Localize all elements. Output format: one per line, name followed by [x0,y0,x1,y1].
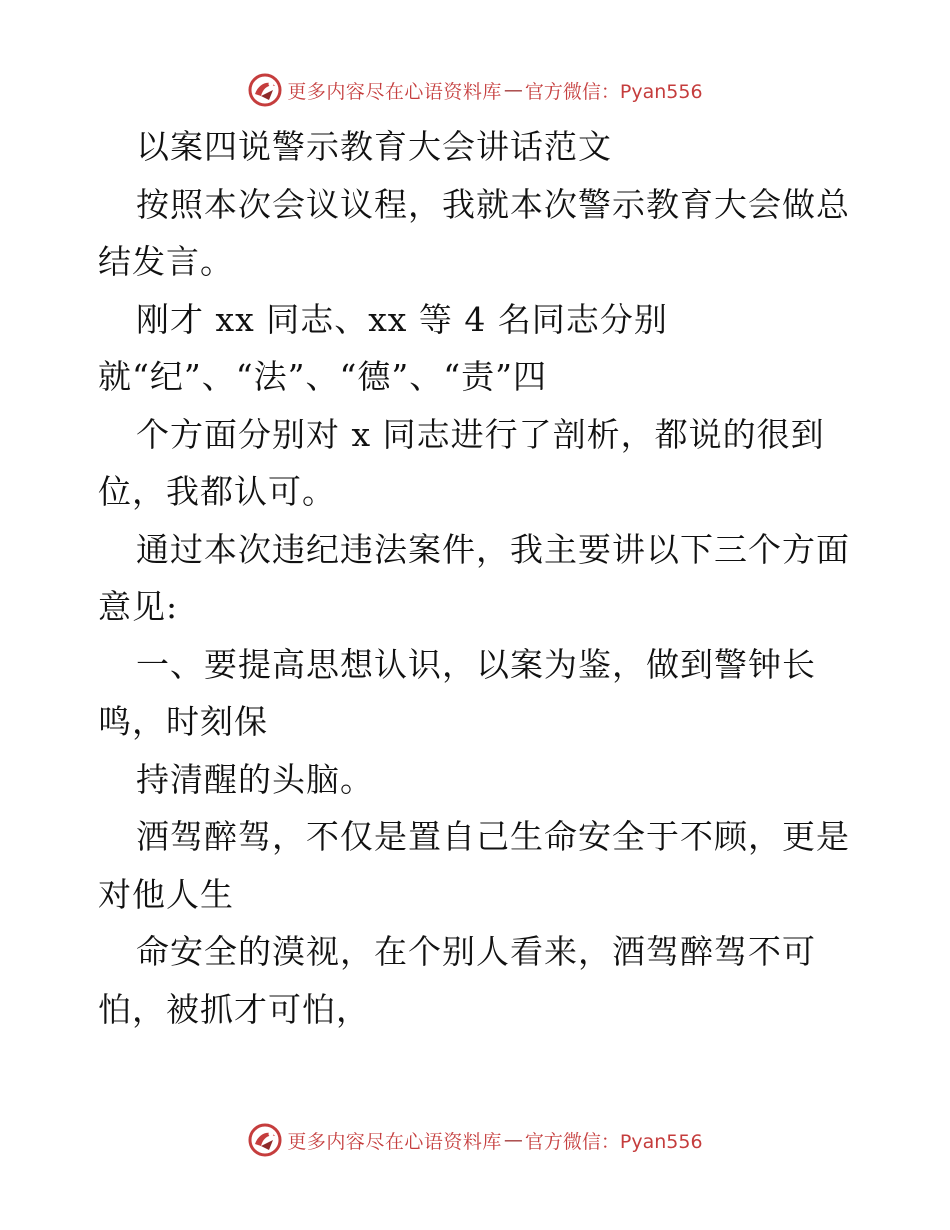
banner-library-text: 更多内容尽在心语资料库 [287,80,502,103]
paragraph-line: 鸣，时刻保 [98,702,268,741]
footer-banner [0,1120,950,1160]
paragraph-line: 个方面分别对 x 同志进行了剖析，都说的很到 [136,414,825,454]
document-body [98,118,858,1038]
paragraph-line: 就“纪”、“法”、“德”、“责”四 [98,357,547,396]
paragraph-line: 按照本次会议议程，我就本次警示教育大会做总 [136,184,850,224]
document-title: 以案四说警示教育大会讲话范文 [136,127,612,166]
paragraph-line: 位，我都认可。 [98,472,336,511]
red-swirl-logo-icon [247,72,283,108]
paragraph-line: 意见: [98,587,179,626]
banner-wechat-id: 官方微信：Pyan556 [524,1130,703,1153]
paragraph-line: 怕，被抓才可怕， [98,989,370,1029]
paragraph-line: 对他人生 [98,874,234,914]
red-swirl-logo-icon [247,1122,283,1158]
banner-wechat-id: 官方微信：Pyan556 [524,80,703,103]
paragraph-line: 持清醒的头脑。 [136,759,374,799]
paragraph-line: 结发言。 [98,242,234,281]
banner-separator: — [503,79,523,101]
banner-library-text: 更多内容尽在心语资料库 [287,1130,502,1153]
paragraph-line: 通过本次违纪违法案件，我主要讲以下三个方面 [136,529,850,569]
paragraph-line: 刚才 xx 同志、xx 等 4 名同志分别 [136,299,668,339]
banner-separator: — [503,1129,523,1151]
section-heading: 一、要提高思想认识，以案为鉴，做到警钟长 [136,644,816,684]
header-banner [0,70,950,110]
paragraph-line: 命安全的漠视，在个别人看来，酒驾醉驾不可 [136,932,816,971]
paragraph-line: 酒驾醉驾，不仅是置自己生命安全于不顾，更是 [136,817,850,856]
